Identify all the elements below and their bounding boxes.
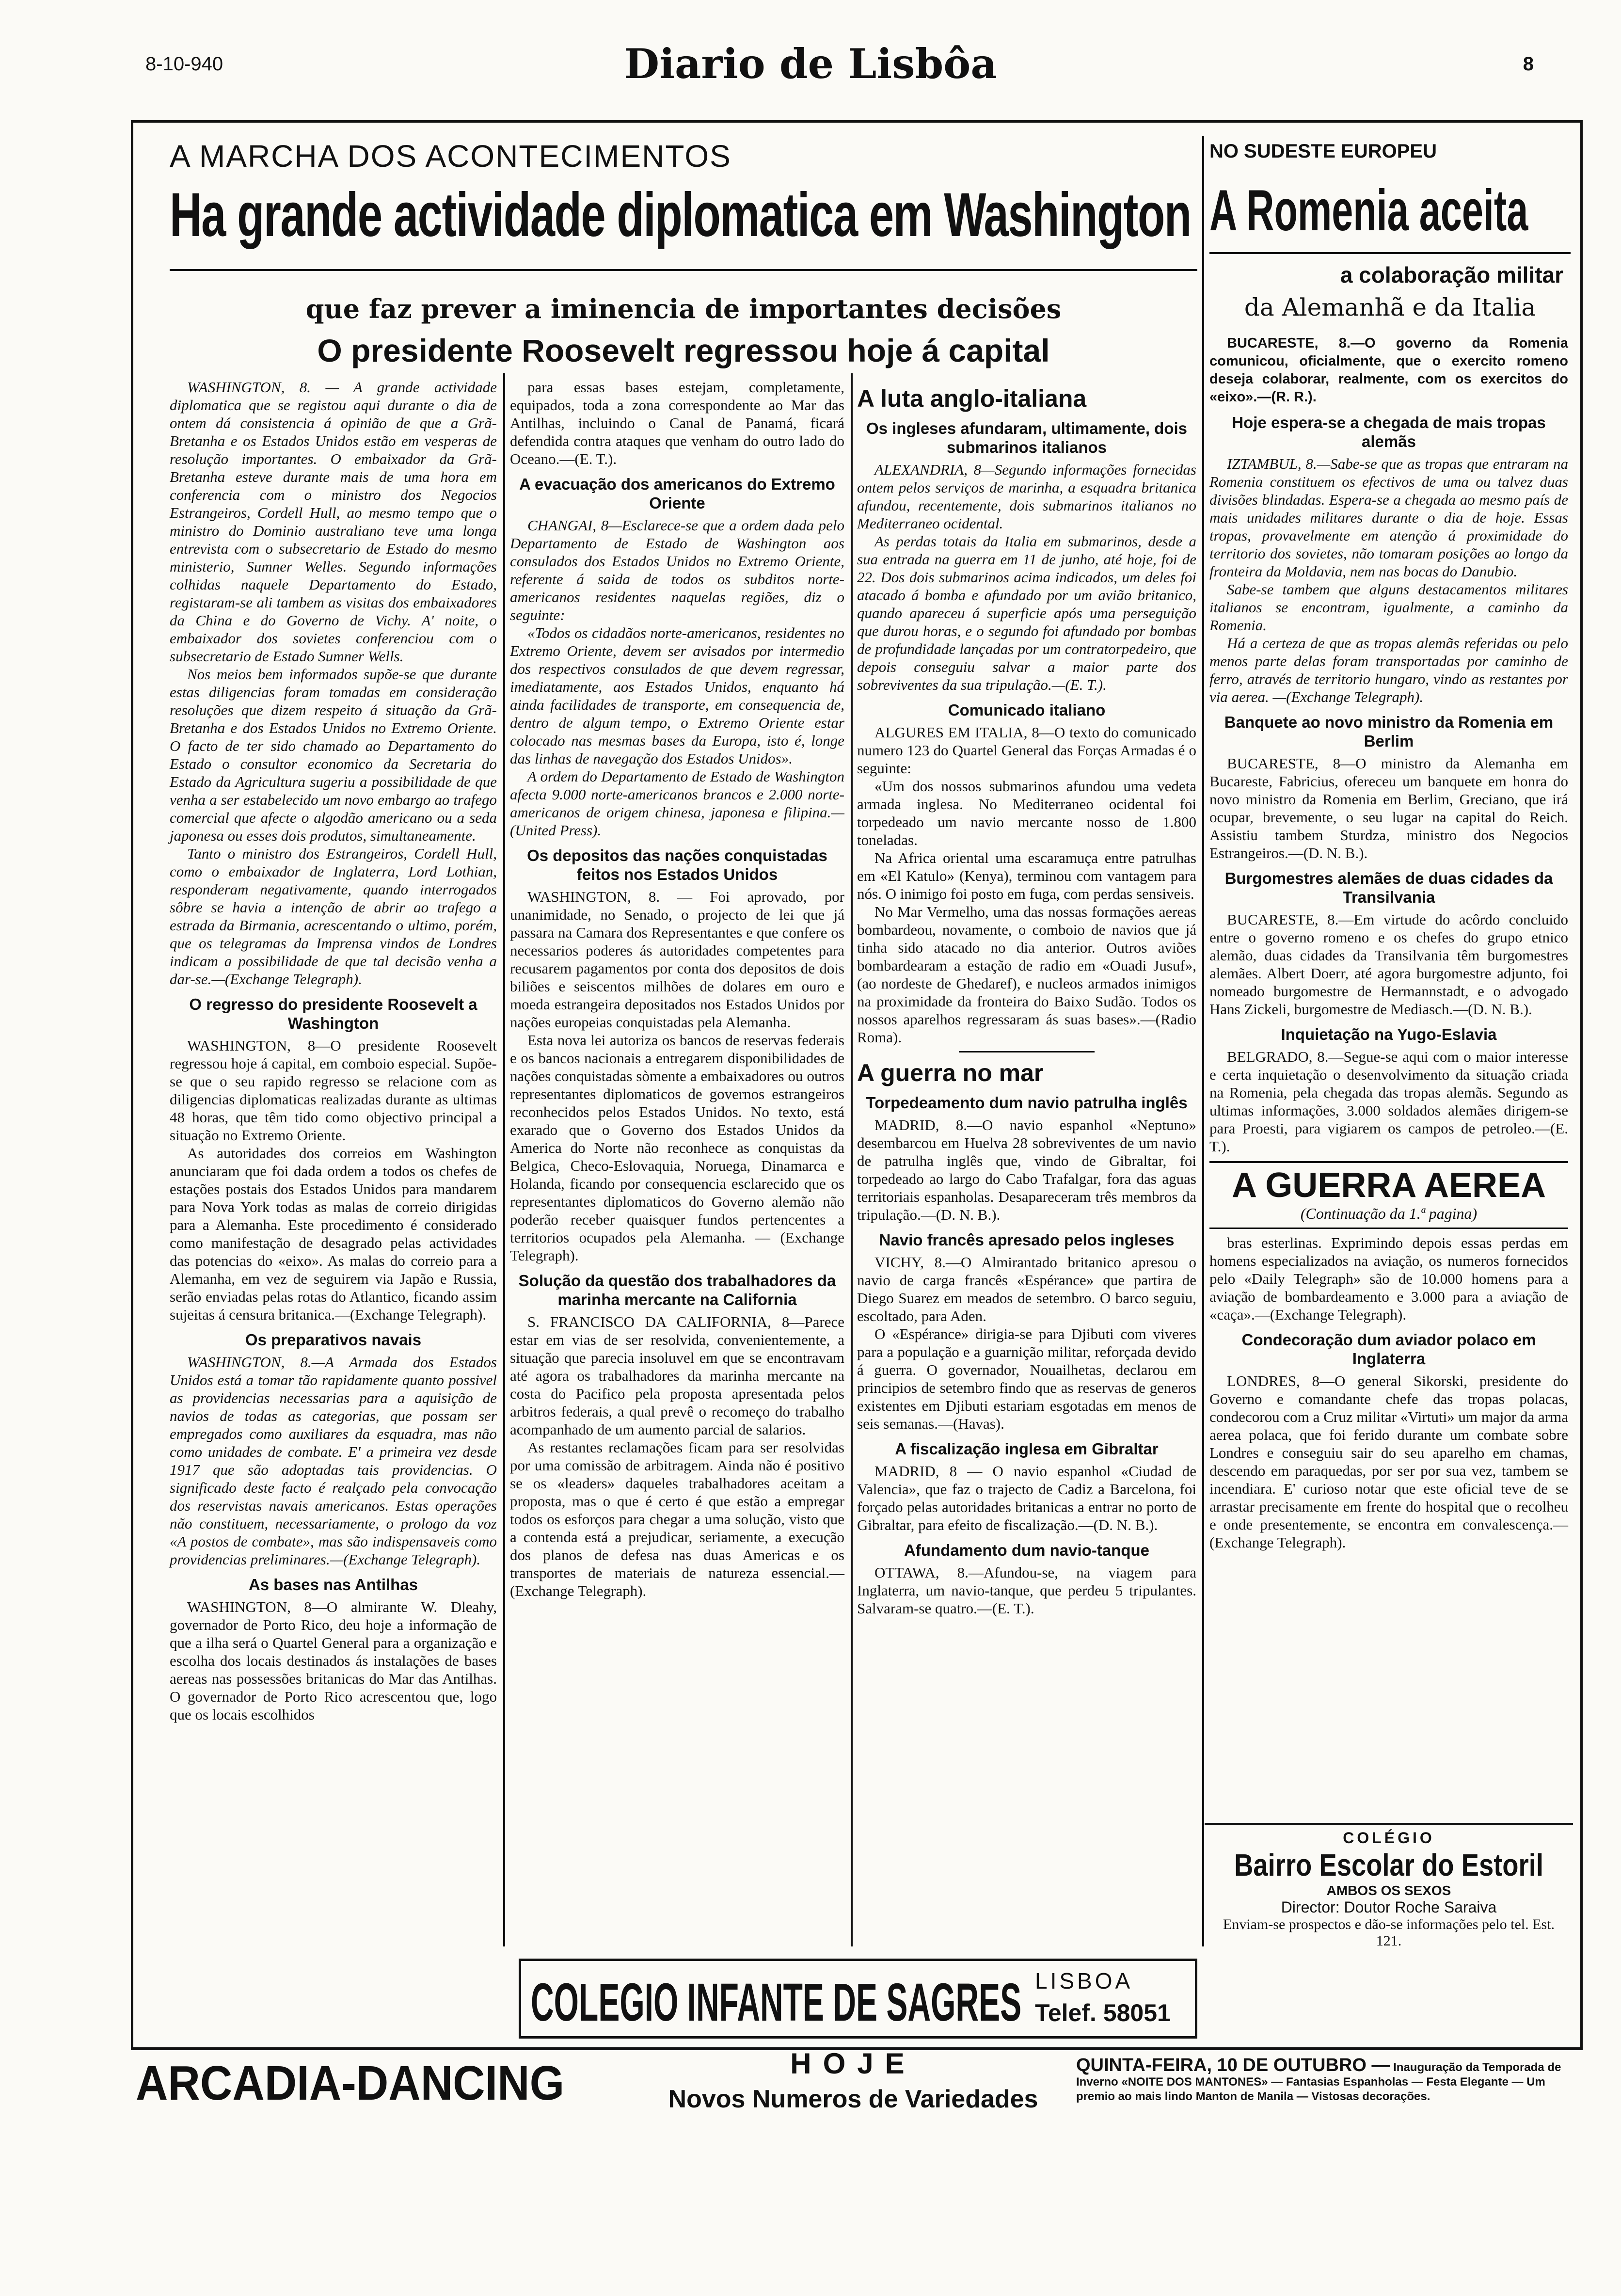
article-paragraph: As perdas totais da Italia em submarinos, desde a sua entrada na guerra em 11 de junho, até hoje, foi de 22. Dos dois submarinos acima indicados, um deles foi atacado á bomba e afundado por um avião britanico, quando apareceu á superficie após uma perseguição que durou horas, e o segundo foi afundado por bombas de profundidade lançadas por um contratorpedeiro, que depois conseguiu salvar a maior parte dos sobreviventes da sua tripulação.—(E. T.). [857, 533, 1196, 693]
article-paragraph: «Todos os cidadãos norte-americanos, residentes no Extremo Oriente, devem ser avisados por intermedio dos respectivos consulados de que devem regressar, imediatamente, aos Estados Unidos, enquanto há ainda facilidades de transporte, em consequencia de, dentro de algum tempo, o Extremo Oriente estar colocado nas mesmas bases da Europa, isto é, longe das linhas de navegação dos Estados Unidos». [510, 624, 844, 767]
headline-rule [1209, 252, 1571, 254]
article-paragraph: O «Espérance» dirigia-se para Djibuti com viveres para a população e a guarnição militar, reforçada devido á guerra. O governador, Nouailhetas, declarou em principios de setembro findo que as reservas de generos existentes em Djibuti estariam esgotadas em menos de seis semanas.—(Havas). [857, 1325, 1196, 1432]
article-paragraph: Tanto o ministro dos Estrangeiros, Cordell Hull, como o embaixador de Inglaterra, Lord Lothian, responderam negativamente, quando interrogados sôbre se havia a intenção de abrir ao trafego a estrada da Birmania, acrescentando o ultimo, porém, que os telegramas da Imprensa vindos de Londres indicam a possibilidade de que tal decisão venha a dar-se.—(Exchange Telegraph). [170, 845, 497, 988]
section-heading: Os depositos das nações conquistadas feitos nos Estados Unidos [527, 846, 827, 883]
continuation-note: (Continuação da 1.ª pagina) [1300, 1205, 1478, 1222]
section-heading: Hoje espera-se a chegada de mais tropas alemãs [1232, 414, 1546, 450]
article-paragraph: Nos meios bem informados supõe-se que durante estas diligencias foram tomadas em consideração resoluções que dizem respeito á situação da Grã-Bretanha e dos Estados Unidos no Extremo Oriente. O facto de ter sido chamado ao Departamento do Estado o consultor economico da Secretaria do Estado da Agricultura sugeriu a possibilidade de que venha a ser estabelecido um novo embargo ao trafego comercial que afecte o algodão americano ou a seda japonesa ou esses dois produtos, simultaneamente. [170, 666, 497, 844]
article-paragraph: As restantes reclamações ficam para ser resolvidas por uma comissão de arbitragem. Ainda não é positivo se os «leaders» daqueles trabalhadores aceitam a proposta, mas o que é certo é que estão a empregar todos os esforços para chegar a uma solução, visto que a contenda está a prejudicar, seriamente, a execução dos planos de defesa nas duas Americas e os transportes de materiais de natureza essencial.—(Exchange Telegraph). [510, 1439, 844, 1599]
lead-headline: Ha grande actividade diplomatica em Washington [170, 180, 1191, 250]
section-heading: Navio francês apresado pelos ingleses [879, 1231, 1175, 1249]
column-2 [510, 378, 844, 1939]
novos-label: Novos Numeros de Variedades [668, 2085, 1038, 2113]
column-1 [170, 378, 497, 1939]
col4-kicker: NO SUDESTE EUROPEU [1209, 141, 1437, 162]
lead-subhead-1: que faz prever a iminencia de importantes decisões [305, 293, 1062, 324]
section-headline: A GUERRA AEREA [1231, 1166, 1546, 1205]
article-paragraph: A ordem do Departamento de Estado de Washington afecta 9.000 norte-americanos brancos e 2.000 norte-americanos de origem chinesa, japonesa e filipina.—(United Press). [510, 768, 844, 839]
newspaper-title: Diario de Lisbôa [624, 40, 997, 88]
column-3 [857, 378, 1196, 1939]
article-paragraph: Esta nova lei autoriza os bancos de reservas federais e os bancos nacionais a entregarem disponibilidades de nações conquistadas sòmente a embaixadores ou outros representantes diplomaticos de governos estrangeiros reconhecidos pelos Estados Unidos. No texto, está exarado que o Governo dos Estados Unidos da America do Norte não reconhece as conquistas da Belgica, Checo-Eslovaquia, Noruega, Dinamarca e Holanda, ficando por consequencia esclarecido que os representantes diplomaticos do Governo alemão não poderão receber quaisquer fundos pertencentes a territorios ocupados pela Alemanha. — (Exchange Telegraph). [510, 1032, 844, 1264]
col4-subhead-1: a colaboração militar [1340, 262, 1563, 287]
sagres-city: LISBOA [1035, 1968, 1133, 1993]
estoril-info: Enviam-se prospectos e dão-se informações pelo tel. Est. 121. [1223, 1916, 1555, 1949]
article-paragraph: ALEXANDRIA, 8—Segundo informações fornecidas ontem pelos serviços de marinha, a esquadra britanica afundou, recentemente, dois submarinos italianos no Mediterraneo ocidental. [857, 461, 1196, 532]
section-heading: Comunicado italiano [948, 701, 1106, 719]
section-heading: Banquete ao novo ministro da Romenia em Berlim [1224, 713, 1554, 750]
article-paragraph: ALGURES EM ITALIA, 8—O texto do comunicado numero 123 do Quartel General das Forças Armadas é o seguinte: [857, 724, 1196, 777]
section-heading: Burgomestres alemães de duas cidades da Transilvania [1224, 869, 1553, 906]
section-heading: Os preparativos navais [245, 1331, 422, 1349]
article-paragraph: BUCARESTE, 8.—O governo da Romenia comunicou, oficialmente, que o exercito romeno deseja colaborar, realmente, com os exercitos do «eixo».—(R. R.). [1209, 335, 1568, 405]
estoril-sexes: AMBOS OS SEXOS [1326, 1883, 1451, 1898]
column-rule [1202, 136, 1204, 1946]
section-heading: Os ingleses afundaram, ultimamente, dois submarinos italianos [866, 419, 1187, 456]
col4-headline: A Romenia aceita [1209, 178, 1528, 243]
arcadia-title: ARCADIA-DANCING [136, 2056, 565, 2110]
lead-kicker: A MARCHA DOS ACONTECIMENTOS [170, 139, 731, 174]
section-headline: A guerra no mar [857, 1059, 1044, 1086]
estoril-director: Director: Doutor Roche Saraiva [1281, 1898, 1497, 1916]
article-paragraph: WASHINGTON, 8. — A grande actividade diplomatica que se registou aqui durante o dia de ontem dá consistencia á opinião de que a Grã-Bretanha e os Estados Unidos estão em vesperas de resolução importantes. O embaixador da Grã-Bretanha esteve durante mais de uma hora em conferencia com o ministro dos Negocios Estrangeiros, Cordell Hull, ao mesmo tempo que o ministro do Dominio australiano teve uma longa entrevista com o subsecretario de Estado do mesmo ministerio, Sumner Welles. Segundo informações colhidas naquele Departamento do Estado, registaram-se ali tambem as visitas dos embaixadores da China e do Governo de Vichy. A' noite, o embaixador dos sovietes conferenciou com o subsecretario de Estado Sumner Wells. [170, 379, 497, 665]
article-paragraph: BUCARESTE, 8—O ministro da Alemanha em Bucareste, Fabricius, ofereceu um banquete em honra do novo ministro da Romenia em Berlim, Greciano, que irá ocupar, brevemente, o seu lugar na capital do Reich. Assistiu tambem Sturdza, ministro dos Negocios Estrangeiros.—(D. N. B.). [1209, 755, 1568, 861]
article-paragraph: WASHINGTON, 8. — Foi aprovado, por unanimidade, no Senado, o projecto de lei que já passara na Camara dos Representantes e que confere os necessarios poderes ás autoridades competentes para recusarem pagamentos por conta dos depositos de dois biliões e seiscentos milhões de dolares em ouro e moeda estrangeira depositados nos Estados Unidos por nações europeias conquistadas pela Alemanha. [510, 888, 844, 1031]
article-paragraph: BUCARESTE, 8.—Em virtude do acôrdo concluido entre o governo romeno e os chefes do grupo etnico alemão, duas cidades da Transilvania têm burgomestres alemães. Albert Doerr, até agora burgomestre adjunto, foi nomeado burgomestre de Hermannstadt, e o advogado Hans Zickeli, burgomestre de Mediasch.—(D. N. B.). [1209, 911, 1568, 1018]
inauguration-date: QUINTA-FEIRA, 10 DE OUTUBRO — [1076, 2055, 1390, 2075]
section-heading: Solução da questão dos trabalhadores da marinha mercante na California [518, 1272, 836, 1308]
sagres-phone: Telef. 58051 [1035, 1999, 1171, 2026]
article-paragraph: No Mar Vermelho, uma das nossas formações aereas bombardeou, novamente, o comboio de navios que já tinha sido atacado no dia anterior. Outros aviões bombardearam a estação de radio em «Ouadi Jusuf», (ao nordeste de Ghedaref), e nucleos armados inimigos na proximidade da fronteira do Baixo Sudão. Todos os nossos aparelhos regressaram ás suas bases».—(Radio Roma). [857, 903, 1196, 1046]
article-paragraph: LONDRES, 8—O general Sikorski, presidente do Governo e comandante chefe das tropas polacas, condecorou com a Cruz militar «Virtuti» um major da arma aerea polaca, que foi ferido durante um combate sobre Londres e conseguiu sair do seu aparelho em chamas, descendo em paraquedas, por ser por sua vez, tambem se incendiara. E' curioso notar que este oficial teve de se arrastar precisamente em frente do hospital que o recolheu e onde presentemente, se encontra em convalescença.—(Exchange Telegraph). [1209, 1372, 1568, 1551]
lead-subhead-2: O presidente Roosevelt regressou hoje á capital [317, 333, 1050, 368]
divider [959, 1051, 1095, 1052]
section-headline: A luta anglo-italiana [857, 385, 1087, 412]
article-paragraph: para essas bases estejam, completamente, equipados, toda a zona correspondente ao Mar das Antilhas, incluindo o Canal de Panamá, ficará defendida contra ataques que venham do outro lado do Oceano.—(E. T.). [510, 379, 844, 467]
article-paragraph: MADRID, 8.—O navio espanhol «Neptuno» desembarcou em Huelva 28 sobreviventes de um navio de patrulha inglês que, vindo de Gibraltar, foi torpedeado ao largo do Cabo Trafalgar, fora das aguas territoriais espanholas. Desapareceram três membros da tripulação.—(D. N. B.). [857, 1116, 1196, 1223]
sagres-ad [519, 1959, 1197, 2039]
article-paragraph: As autoridades dos correios em Washington anunciaram que foi dada ordem a todos os chefes de estações postais dos Estados Unidos para mandarem para Nova York todas as malas de correio dirigidas para a Alemanha. Este procedimento é considerado como manifestação de desagrado pelas actividades das potencias do «eixo». As malas do correio para a Alemanha, em vez de seguirem via Japão e Russia, serão enviadas pelas rotas do Atlantico, ficando assim sujeitas á censura britanica.—(Exchange Telegraph). [170, 1145, 497, 1323]
estoril-name: Bairro Escolar do Estoril [1234, 1848, 1543, 1882]
article-paragraph: WASHINGTON, 8.—A Armada dos Estados Unidos está a tomar tão rapidamente quanto possivel as providencias necessarias para a aquisição de navios de todas as categorias, que possam ser empregados como auxiliares da esquadra, mas não como unidades de combate. E' a primeira vez desde 1917 que são adoptadas tais providencias. O significado deste facto é realçado pela convocação dos reservistas navais americanos. Estas operações não constituem, necessariamente, o prologo da voz «A postos de combate», mas são indispensaveis como providencias preliminares.—(Exchange Telegraph). [170, 1354, 497, 1568]
article-paragraph: S. FRANCISCO DA CALIFORNIA, 8—Parece estar em vias de ser resolvida, convenientemente, a situação que parecia insoluvel em que se encontravam até agora os trabalhadores da marinha mercante na costa do Pacifico pela proposta apresentada pelos arbitros federais, a qual prevê o recomeço do trabalho acompanhado de um aumento parcial de salarios. [510, 1313, 844, 1438]
issue-date: 8-10-940 [145, 53, 223, 75]
article-paragraph: OTTAWA, 8.—Afundou-se, na viagem para Inglaterra, um navio-tanque, que perdeu 5 tripulantes. Salvaram-se quatro.—(E. T.). [857, 1564, 1196, 1617]
article-paragraph: Na Africa oriental uma escaramuça entre patrulhas em «El Katulo» (Kenya), terminou com vantagem para nós. O inimigo foi posto em fuga, com perdas sensiveis. [857, 849, 1196, 902]
section-heading: Afundamento dum navio-tanque [904, 1541, 1149, 1559]
article-paragraph: IZTAMBUL, 8.—Sabe-se que as tropas que entraram na Romenia constituem os efectivos de uma ou talvez duas divisões blindadas. Espera-se a chegada ao mesmo país de mais unidades militares durante o dia de hoje. Essas tropas, provavelmente em atenção á proximidade do territorio dos sovietes, não tomaram posições ao longo da fronteira da Moldavia, nem nas bocas do Danubio. [1209, 455, 1568, 580]
inauguration-notice [1076, 2055, 1580, 2104]
column-rule [851, 373, 853, 1946]
sagres-name: COLEGIO INFANTE DE SAGRES [531, 1973, 1022, 2032]
divider [1209, 1228, 1568, 1229]
article-paragraph: CHANGAI, 8—Esclarece-se que a ordem dada pelo Departamento de Estado de Washington aos consulados dos Estados Unidos no Extremo Oriente, referente á saida de todos os subditos norte-americanos residentes naquelas regiões, diz o seguinte: [510, 517, 844, 623]
article-paragraph: MADRID, 8 — O navio espanhol «Ciudad de Valencia», que faz o trajecto de Cadiz a Barcelona, foi forçado pelas autoridades britanicas a entrar no porto de Gibraltar, para efeito de fiscalização.—(D. N. B.). [857, 1463, 1196, 1533]
section-heading: As bases nas Antilhas [248, 1576, 418, 1594]
column-4 [1209, 335, 1568, 1551]
article-paragraph: WASHINGTON, 8—O presidente Roosevelt regressou hoje á capital, em comboio especial. Supõe-se que o seu rapido regresso se relacione com as diligencias diplomaticas realizadas durante as ultimas 48 horas, que têm tido como objectivo principal a situação no Extremo Oriente. [170, 1037, 497, 1144]
section-heading: O regresso do presidente Roosevelt a Washington [189, 995, 477, 1032]
article-paragraph: VICHY, 8.—O Almirantado britanico apresou o navio de carga francês «Espérance» que partira de Diego Suarez em meados de setembro. O barco seguiu, escoltado, para Aden. [857, 1254, 1196, 1324]
article-paragraph: Sabe-se tambem que alguns destacamentos militares italianos se encontram, igualmente, a caminho da Romenia. [1209, 581, 1568, 634]
article-paragraph: «Um dos nossos submarinos afundou uma vedeta armada inglesa. No Mediterraneo ocidental foi torpedeado um navio mercante nosso de 1.800 toneladas. [857, 778, 1196, 848]
inauguration-details: Inauguração da Temporada de Inverno «NOITE DOS MANTONES» — Fantasias Espanholas — Festa Elegante — Um premio ao mais lindo Manton de Manila — Vistosas decorações. [1076, 2061, 1561, 2103]
estoril-ad [1205, 1823, 1573, 2005]
divider [1209, 1161, 1568, 1163]
section-heading: Torpedeamento dum navio patrulha inglês [866, 1094, 1188, 1112]
article-paragraph: WASHINGTON, 8—O almirante W. Dleahy, governador de Porto Rico, deu hoje a informação de que a ilha será o Quartel General para a organização e escolha dos locais destinados ás instalações de bases aereas nas possessões britanicas do Mar das Antilhas. O governador de Porto Rico acrescentou que, logo que os locais escolhidos [170, 1598, 497, 1723]
estoril-kicker: COLÉGIO [1343, 1829, 1435, 1847]
section-heading: Condecoração dum aviador polaco em Inglaterra [1241, 1331, 1536, 1368]
section-heading: A evacuação dos americanos do Extremo Oriente [519, 475, 835, 512]
article-paragraph: bras esterlinas. Exprimindo depois essas perdas em homens especializados na aviação, os numeros fornecidos pelo «Daily Telegraph» são de 10.000 homens para a aviação de bombardeamento e 3.000 para a aviação de «caça».—(Exchange Telegraph). [1209, 1234, 1568, 1323]
article-paragraph: BELGRADO, 8.—Segue-se aqui com o maior interesse e certa inquietação o desenvolvimento da situação criada na Romenia, pela chegada das tropas alemãs. Segundo as ultimas informações, 3.000 soldados alemães dirigem-se para Proesti, para vigiarem os campos de petroleo.—(E. T.). [1209, 1048, 1568, 1155]
section-heading: A fiscalização inglesa em Gibraltar [895, 1440, 1159, 1458]
hoje-label: HOJE [790, 2047, 916, 2080]
headline-rule [170, 269, 1197, 271]
article-paragraph: Há a certeza de que as tropas alemãs referidas ou pelo menos parte delas foram transportadas por caminho de ferro, através de territorio hungaro, vindo as restantes por via aerea. —(Exchange Telegraph). [1209, 635, 1568, 705]
page-number: 8 [1523, 53, 1534, 75]
col4-subhead-2: da Alemanhã e da Italia [1244, 293, 1536, 321]
column-rule [503, 373, 505, 1946]
section-heading: Inquietação na Yugo-Eslavia [1281, 1025, 1497, 1043]
